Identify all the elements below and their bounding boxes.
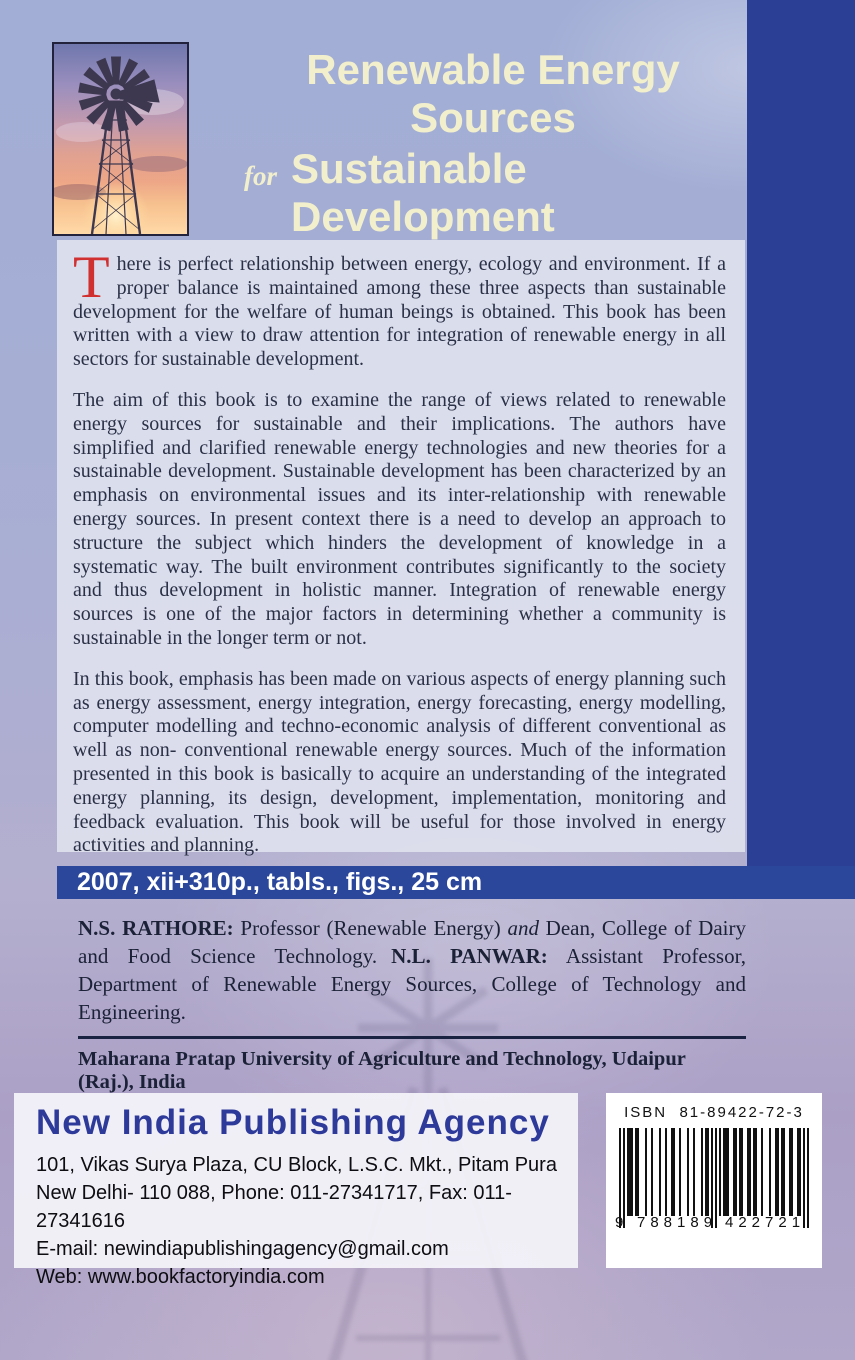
divider-rule [78,1036,746,1039]
ean-digits-group-2: 422721 [725,1214,806,1231]
author-2-name: N.L. PANWAR: [391,944,548,968]
title-line-1: Renewable Energy Sources [306,46,680,142]
ean-digits [615,1214,809,1232]
publisher-name: New India Publishing Agency [36,1103,550,1142]
dropcap-letter: T [73,244,110,310]
isbn-barcode-box [606,1093,822,1268]
publication-details-text: 2007, xii+310p., tabls., figs., 25 cm [77,868,483,896]
synopsis-paragraph-2: The aim of this book is to examine the range of views related to renewable energy sources for sustainable and their implications. The authors have simplified and clarified renewable energy technologies and new theories for a sustainable development. Sustainable development has been characterized by an emphasis on environmental issues and its inter-relationship with renewable energy sources. In present context there is a need to develop an approach to structure the subject which hinders the development of knowledge in a systematic way. The built environment contributes significantly to the society and thus development in holistic manner. Integration of renewable energy sources is one of the major factors in determining whether a community is sustainable in the longer term or not. [73,388,726,649]
windmill-photo-art [54,44,187,234]
synopsis-panel [57,240,745,857]
publisher-address-1: 101, Vikas Surya Plaza, CU Block, L.S.C. Mkt., Pitam Pura [36,1154,557,1176]
publisher-web: Web: www.bookfactoryindia.com [36,1266,325,1288]
publication-details-banner [57,866,855,899]
author-1-desc-b: Dean, College of Dairy and Food Science Technology. [78,916,746,968]
book-title [228,46,758,241]
author-1-and: and [507,916,539,940]
title-for-word: for [244,160,277,191]
synopsis-paragraph-3: In this book, emphasis has been made on various aspects of energy planning such as energy assessment, energy integration, energy forecasting, energy modelling, computer modelling and techno-economic analysis of different conventional as well as non- conventional renewable energy sources. Much of the information presented in this book is basically to acquire an understanding of the integrated energy planning, its design, development, implementation, monitoring and feedback evaluation. This book will be useful for those involved in energy activities and planning. [73,667,726,857]
title-line-2: Sustainable Development [291,144,555,240]
author-1-desc: Professor (Renewable Energy) [233,916,508,940]
synopsis-paragraph-1 [73,244,726,372]
authors-bio [78,914,746,1026]
author-1-name: N.S. RATHORE: [78,916,234,940]
publisher-address-2: New Delhi- 110 088, Phone: 011-27341717, Fax: 011-27341616 [36,1182,512,1232]
university-line: Maharana Pratap University of Agriculture and Technology, Udaipur (Raj.), India [78,1048,686,1093]
author-2-desc: Assistant Professor, Department of Renewable Energy Sources, College of Technology and Engineering. [78,944,746,1024]
publisher-email: E-mail: newindiapublishingagency@gmail.com [36,1238,449,1260]
isbn-label: ISBN 81-89422-72-3 [624,1104,804,1121]
publisher-box [14,1093,578,1288]
windmill-sunset-photo [52,42,189,236]
ean-digits-group-1: 788189 [637,1214,718,1231]
right-accent-stripe [747,0,855,899]
authors-section [78,914,746,1094]
synopsis-paragraph-1-text: here is perfect relationship between energy, ecology and environment. If a proper balance is maintained among these three aspects than sustainable development for the welfare of human beings is obtained. This book has been written with a view to draw attention for integration of renewable energy in all sectors for sustainable development. [73,253,726,371]
ean-digit-lead: 9 [615,1214,629,1231]
ean13-barcode [619,1128,809,1228]
